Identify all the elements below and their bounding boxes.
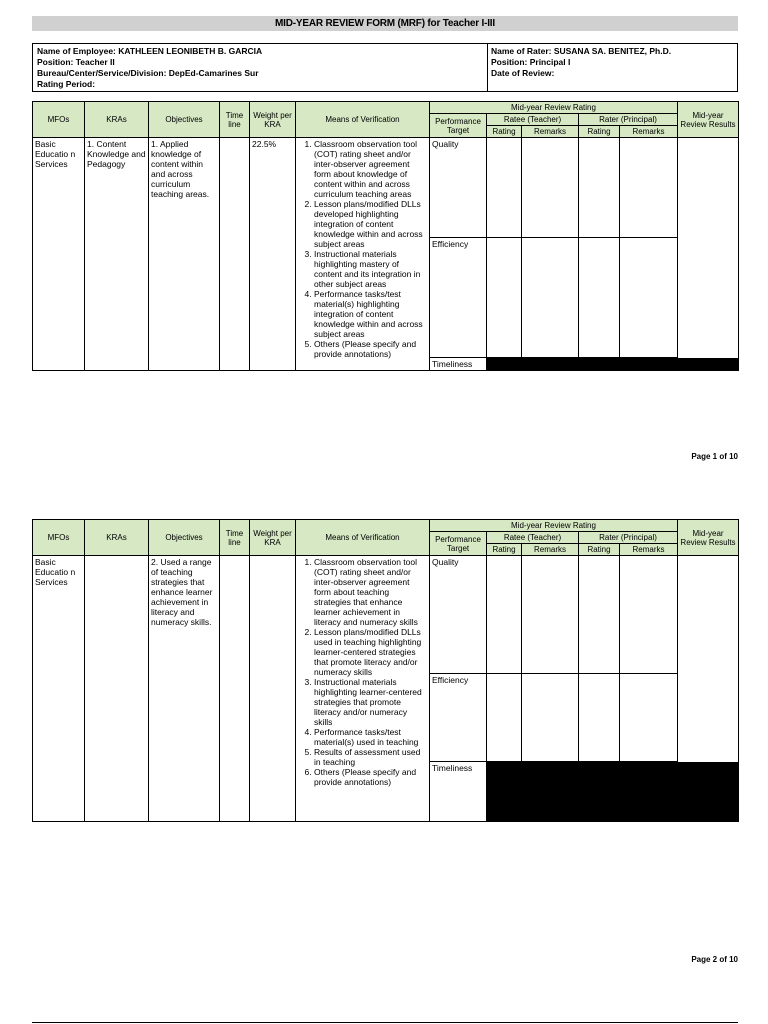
header-ratee: Ratee (Teacher) [487,532,579,544]
rater-rating-quality[interactable] [579,556,620,674]
header-weight: Weight per KRA [250,520,296,556]
rater-info [491,46,671,79]
ratee-rating-efficiency[interactable] [487,674,522,762]
weight-cell[interactable] [250,556,296,822]
ratee-rating-quality[interactable] [487,138,522,238]
objective-cell: 1. Applied knowledge of content within and across curriculum teaching areas. [149,138,220,371]
rater-name: Name of Rater: SUSANA SA. BENITEZ, Ph.D. [491,46,672,56]
header-rater-rating: Rating [579,544,620,556]
info-box [32,43,738,92]
header-results: Mid-year Review Results [678,520,739,556]
mov-cell [296,556,430,822]
header-ratee-remarks: Remarks [522,126,579,138]
header-review-rating: Mid-year Review Rating [430,520,678,532]
header-rater-rating: Rating [579,126,620,138]
info-divider [487,44,488,91]
header-weight: Weight per KRA [250,102,296,138]
mov-item: 3. Instructional materials highlighting learner-centered strategies that promote literacy and/or numeracy skills [314,677,427,727]
header-ratee-remarks: Remarks [522,544,579,556]
mov-item: 5. Results of assessment used in teaching [314,747,427,767]
header-results: Mid-year Review Results [678,102,739,138]
mov-item: 2. Lesson plans/modified DLLs developed highlighting integration of content knowledge within and across subject areas [314,199,427,249]
header-kras: KRAs [85,102,149,138]
employee-name: Name of Employee: KATHLEEN LEONIBETH B. GARCIA [37,46,263,56]
target-quality: Quality [430,138,487,238]
mov-item: 5. Others (Please specify and provide annotations) [314,339,427,359]
ratee-rating-quality[interactable] [487,556,522,674]
mov-item: 1. Classroom observation tool (COT) rating sheet and/or inter-observer agreement form about teaching strategies that enhance learner achievement in literacy and numeracy skills [314,557,427,627]
rater-remarks-quality[interactable] [620,556,678,674]
header-mfos: MFOs [33,102,85,138]
header-ratee-rating: Rating [487,126,522,138]
header-ratee: Ratee (Teacher) [487,114,579,126]
target-efficiency: Efficiency [430,674,487,762]
header-rater: Rater (Principal) [579,114,678,126]
employee-position: Position: Teacher II [37,57,115,67]
ratee-remarks-quality[interactable] [522,138,579,238]
review-date: Date of Review: [491,68,555,78]
header-mov: Means of Verification [296,520,430,556]
target-quality: Quality [430,556,487,674]
rater-remarks-efficiency[interactable] [620,238,678,358]
rater-position: Position: Principal I [491,57,571,67]
header-mfos: MFOs [33,520,85,556]
mov-item: 4. Performance tasks/test material(s) used in teaching [314,727,427,747]
timeline-cell[interactable] [220,556,250,822]
mov-item: 2. Lesson plans/modified DLLs used in teaching highlighting learner-centered strategies that promote literacy and/or numeracy skills [314,627,427,677]
timeliness-blackout [487,358,739,371]
header-objectives: Objectives [149,520,220,556]
header-ratee-rating: Rating [487,544,522,556]
rater-rating-efficiency[interactable] [579,674,620,762]
page-footer-1: Page 1 of 10 [691,452,738,461]
mov-cell [296,138,430,371]
review-table-page2 [32,519,739,822]
mov-item: 3. Instructional materials highlighting mastery of content and its integration in other subject areas [314,249,427,289]
results-cell[interactable] [678,138,739,371]
header-performance-target: Performance Target [430,114,487,138]
header-mov: Means of Verification [296,102,430,138]
rater-rating-efficiency[interactable] [579,238,620,358]
form-title: MID-YEAR REVIEW FORM (MRF) for Teacher I-III [32,16,738,31]
ratee-remarks-quality[interactable] [522,556,579,674]
mfo-cell: Basic Educatio n Services [33,138,85,371]
timeliness-blackout [487,762,739,822]
bottom-rule [32,1022,738,1023]
header-rater-remarks: Remarks [620,544,678,556]
mov-list [298,139,427,359]
header-kras: KRAs [85,520,149,556]
header-review-rating: Mid-year Review Rating [430,102,678,114]
target-timeliness: Timeliness [430,762,487,822]
mov-list [298,557,427,787]
kra-cell: 1. Content Knowledge and Pedagogy [85,138,149,371]
ratee-rating-efficiency[interactable] [487,238,522,358]
rater-remarks-efficiency[interactable] [620,674,678,762]
target-efficiency: Efficiency [430,238,487,358]
objective-cell: 2. Used a range of teaching strategies that enhance learner achievement in literacy and numeracy skills. [149,556,220,822]
header-performance-target: Performance Target [430,532,487,556]
header-rater-remarks: Remarks [620,126,678,138]
employee-bureau: Bureau/Center/Service/Division: DepEd-Camarines Sur [37,68,259,78]
header-objectives: Objectives [149,102,220,138]
weight-cell: 22.5% [250,138,296,371]
mov-item: 4. Performance tasks/test material(s) highlighting integration of content knowledge within and across subject areas [314,289,427,339]
target-timeliness: Timeliness [430,358,487,371]
page-footer-2: Page 2 of 10 [691,955,738,964]
timeline-cell[interactable] [220,138,250,371]
review-table-page1 [32,101,739,371]
header-rater: Rater (Principal) [579,532,678,544]
ratee-remarks-efficiency[interactable] [522,674,579,762]
rater-rating-quality[interactable] [579,138,620,238]
header-timeline: Time line [220,102,250,138]
kra-cell [85,556,149,822]
header-timeline: Time line [220,520,250,556]
mov-item: 6. Others (Please specify and provide annotations) [314,767,427,787]
rater-remarks-quality[interactable] [620,138,678,238]
mov-item: 1. Classroom observation tool (COT) rating sheet and/or inter-observer agreement form about knowledge of content within and across curriculum teaching areas [314,139,427,199]
rating-period: Rating Period: [37,79,96,89]
employee-info [37,46,262,90]
ratee-remarks-efficiency[interactable] [522,238,579,358]
mfo-cell: Basic Educatio n Services [33,556,85,822]
